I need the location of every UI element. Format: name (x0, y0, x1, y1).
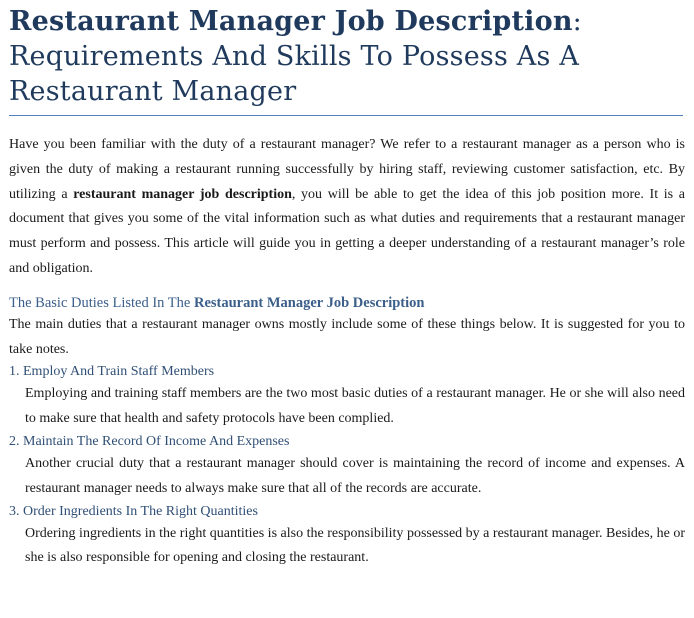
intro-paragraph (9, 133, 685, 282)
item-body-1: Employing and training staff members are the two most basic duties of a restaurant manager. He or she will also need to make sure that health and safety protocols have been complied. (25, 386, 685, 427)
section-body: The main duties that a restaurant manager owns mostly include some of these things below. It is suggested for you to take notes. (9, 316, 685, 357)
item-body-3: Ordering ingredients in the right quantities is also the responsibility possessed by a restaurant manager. Besides, he or she is also responsible for opening and closing the restaurant. (25, 525, 685, 566)
title-rest: Requirements And Skills To Possess As A Restaurant Manager (9, 41, 580, 107)
section-heading-strong: Restaurant Manager Job Description (193, 294, 425, 311)
intro-text-2: , you will be able to get the idea of this job position more. It is a document that gives you some of the vital information such as what duties and requirements that a restaurant manager must perform and possess. This article will guide you in getting a deeper understanding of a restaurant manager’s role and obligation. (9, 186, 685, 276)
section-heading-prefix: The Basic Duties Listed In The (9, 294, 194, 311)
intro-bold-keyword: restaurant manager job description (73, 186, 292, 202)
page-title (9, 0, 685, 109)
item-heading-3: 3. Order Ingredients In The Right Quantities (9, 503, 258, 519)
title-colon: : (572, 6, 582, 37)
section-heading (9, 293, 685, 313)
item-heading-2: 2. Maintain The Record Of Income And Expenses (9, 433, 290, 449)
title-bold: Restaurant Manager Job Description (9, 6, 573, 37)
title-underline (9, 115, 683, 116)
item-heading-1: 1. Employ And Train Staff Members (9, 364, 215, 380)
intro-text-1: Have you been familiar with the duty of a restaurant manager? We refer to a restaurant manager as a person who is given the duty of making a restaurant running successfully by hiring staff, reviewing customer satisfaction, etc. By utilizing a (9, 137, 685, 202)
item-body-2: Another crucial duty that a restaurant manager should cover is maintaining the record of income and expenses. A restaurant manager needs to always make sure that all of the records are accurate. (25, 455, 685, 496)
